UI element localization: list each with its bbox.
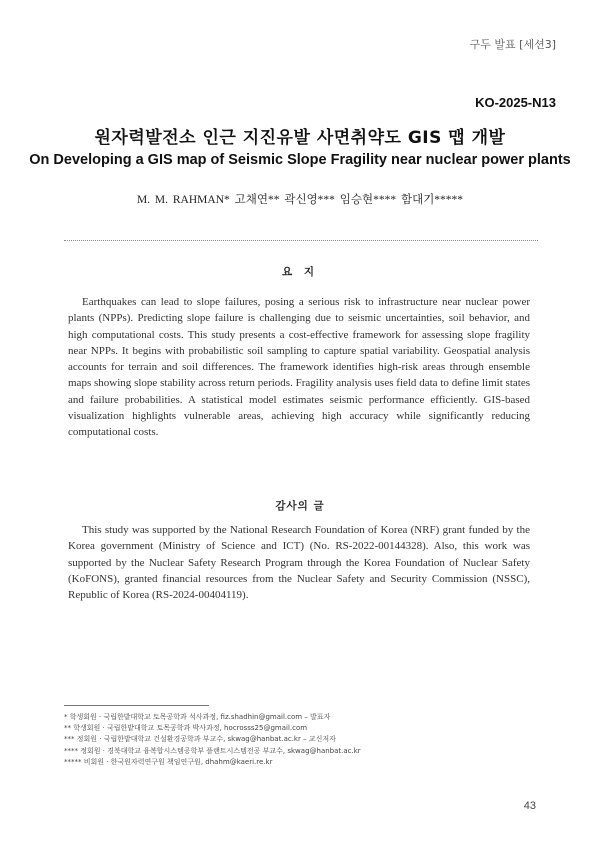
footnotes (64, 712, 544, 768)
author-list: M. M. RAHMAN* 고채연** 곽신영*** 임승현**** 함대기***** (136, 194, 464, 206)
acknowledgement-text: This study was supported by the National Research Foundation of Korea (NRF) grant funded by the Korea government (Ministry of Science and ICT) (No. RS-2022-00144328). Also, this work was supported by the Nuclear Safety Research Program through the Korea Foundation of Nuclear Safety (KoFONS), granted financial resources from the Nuclear Safety and Security Commission (NSSC), Republic of Korea (RS-2024-00404119). (68, 524, 530, 602)
header-divider (64, 240, 538, 241)
paper-id: KO-2025-N13 (475, 95, 556, 110)
footnote-divider (64, 705, 209, 706)
title-english: On Developing a GIS map of Seismic Slope Fragility near nuclear power plants (29, 152, 571, 168)
acknowledgement-heading: 감사의 글 (275, 500, 325, 512)
title-korean: 원자력발전소 인근 지진유발 사면취약도 GIS 맵 개발 (94, 128, 506, 148)
footnote-item: ***** 비회원 · 한국원자력연구원 책임연구원, dhahm@kaeri.re.kr (64, 757, 273, 766)
footnote-item: ** 학생회원 · 국립한밭대학교 토목공학과 박사과정, hocrosss25@gmail.com (64, 724, 308, 733)
abstract-heading: 요 지 (282, 266, 318, 278)
footnote-item: *** 정회원 · 국립한밭대학교 건설환경공학과 부교수, skwag@hanbat.ac.kr – 교신저자 (64, 735, 336, 744)
page-number: 43 (523, 800, 536, 812)
footnote-item: * 학생회원 · 국립한밭대학교 토목공학과 석사과정, fiz.shadhin@gmail.com – 발표자 (64, 713, 331, 721)
footnote-item: **** 정회원 · 경북대학교 융복합시스템공학부 플랜트시스템전공 부교수, skwag@hanbat.ac.kr (64, 746, 361, 755)
session-label: 구두 발표 [세션3] (469, 38, 556, 51)
abstract-text: Earthquakes can lead to slope failures, posing a serious risk to infrastructure near nuclear power plants (NPPs). Predicting slope failure is challenging due to seismic uncertainties, soil behavior, and high computational costs. This study presents a cost-effective framework for assessing slope fragility near NPPs. It begins with probabilistic soil sampling to capture spatial variability. Geospatial analysis accounts for terrain and soil differences. The framework identifies high-risk areas through ensemble maps showing slope stability across return periods. Fragility analysis uses field data to define limit states and failure probabilities. A statistical model estimates seismic performance efficiently. GIS-based visualization highlights vulnerable areas, achieving high accuracy while significantly reducing computational costs. (68, 296, 530, 439)
